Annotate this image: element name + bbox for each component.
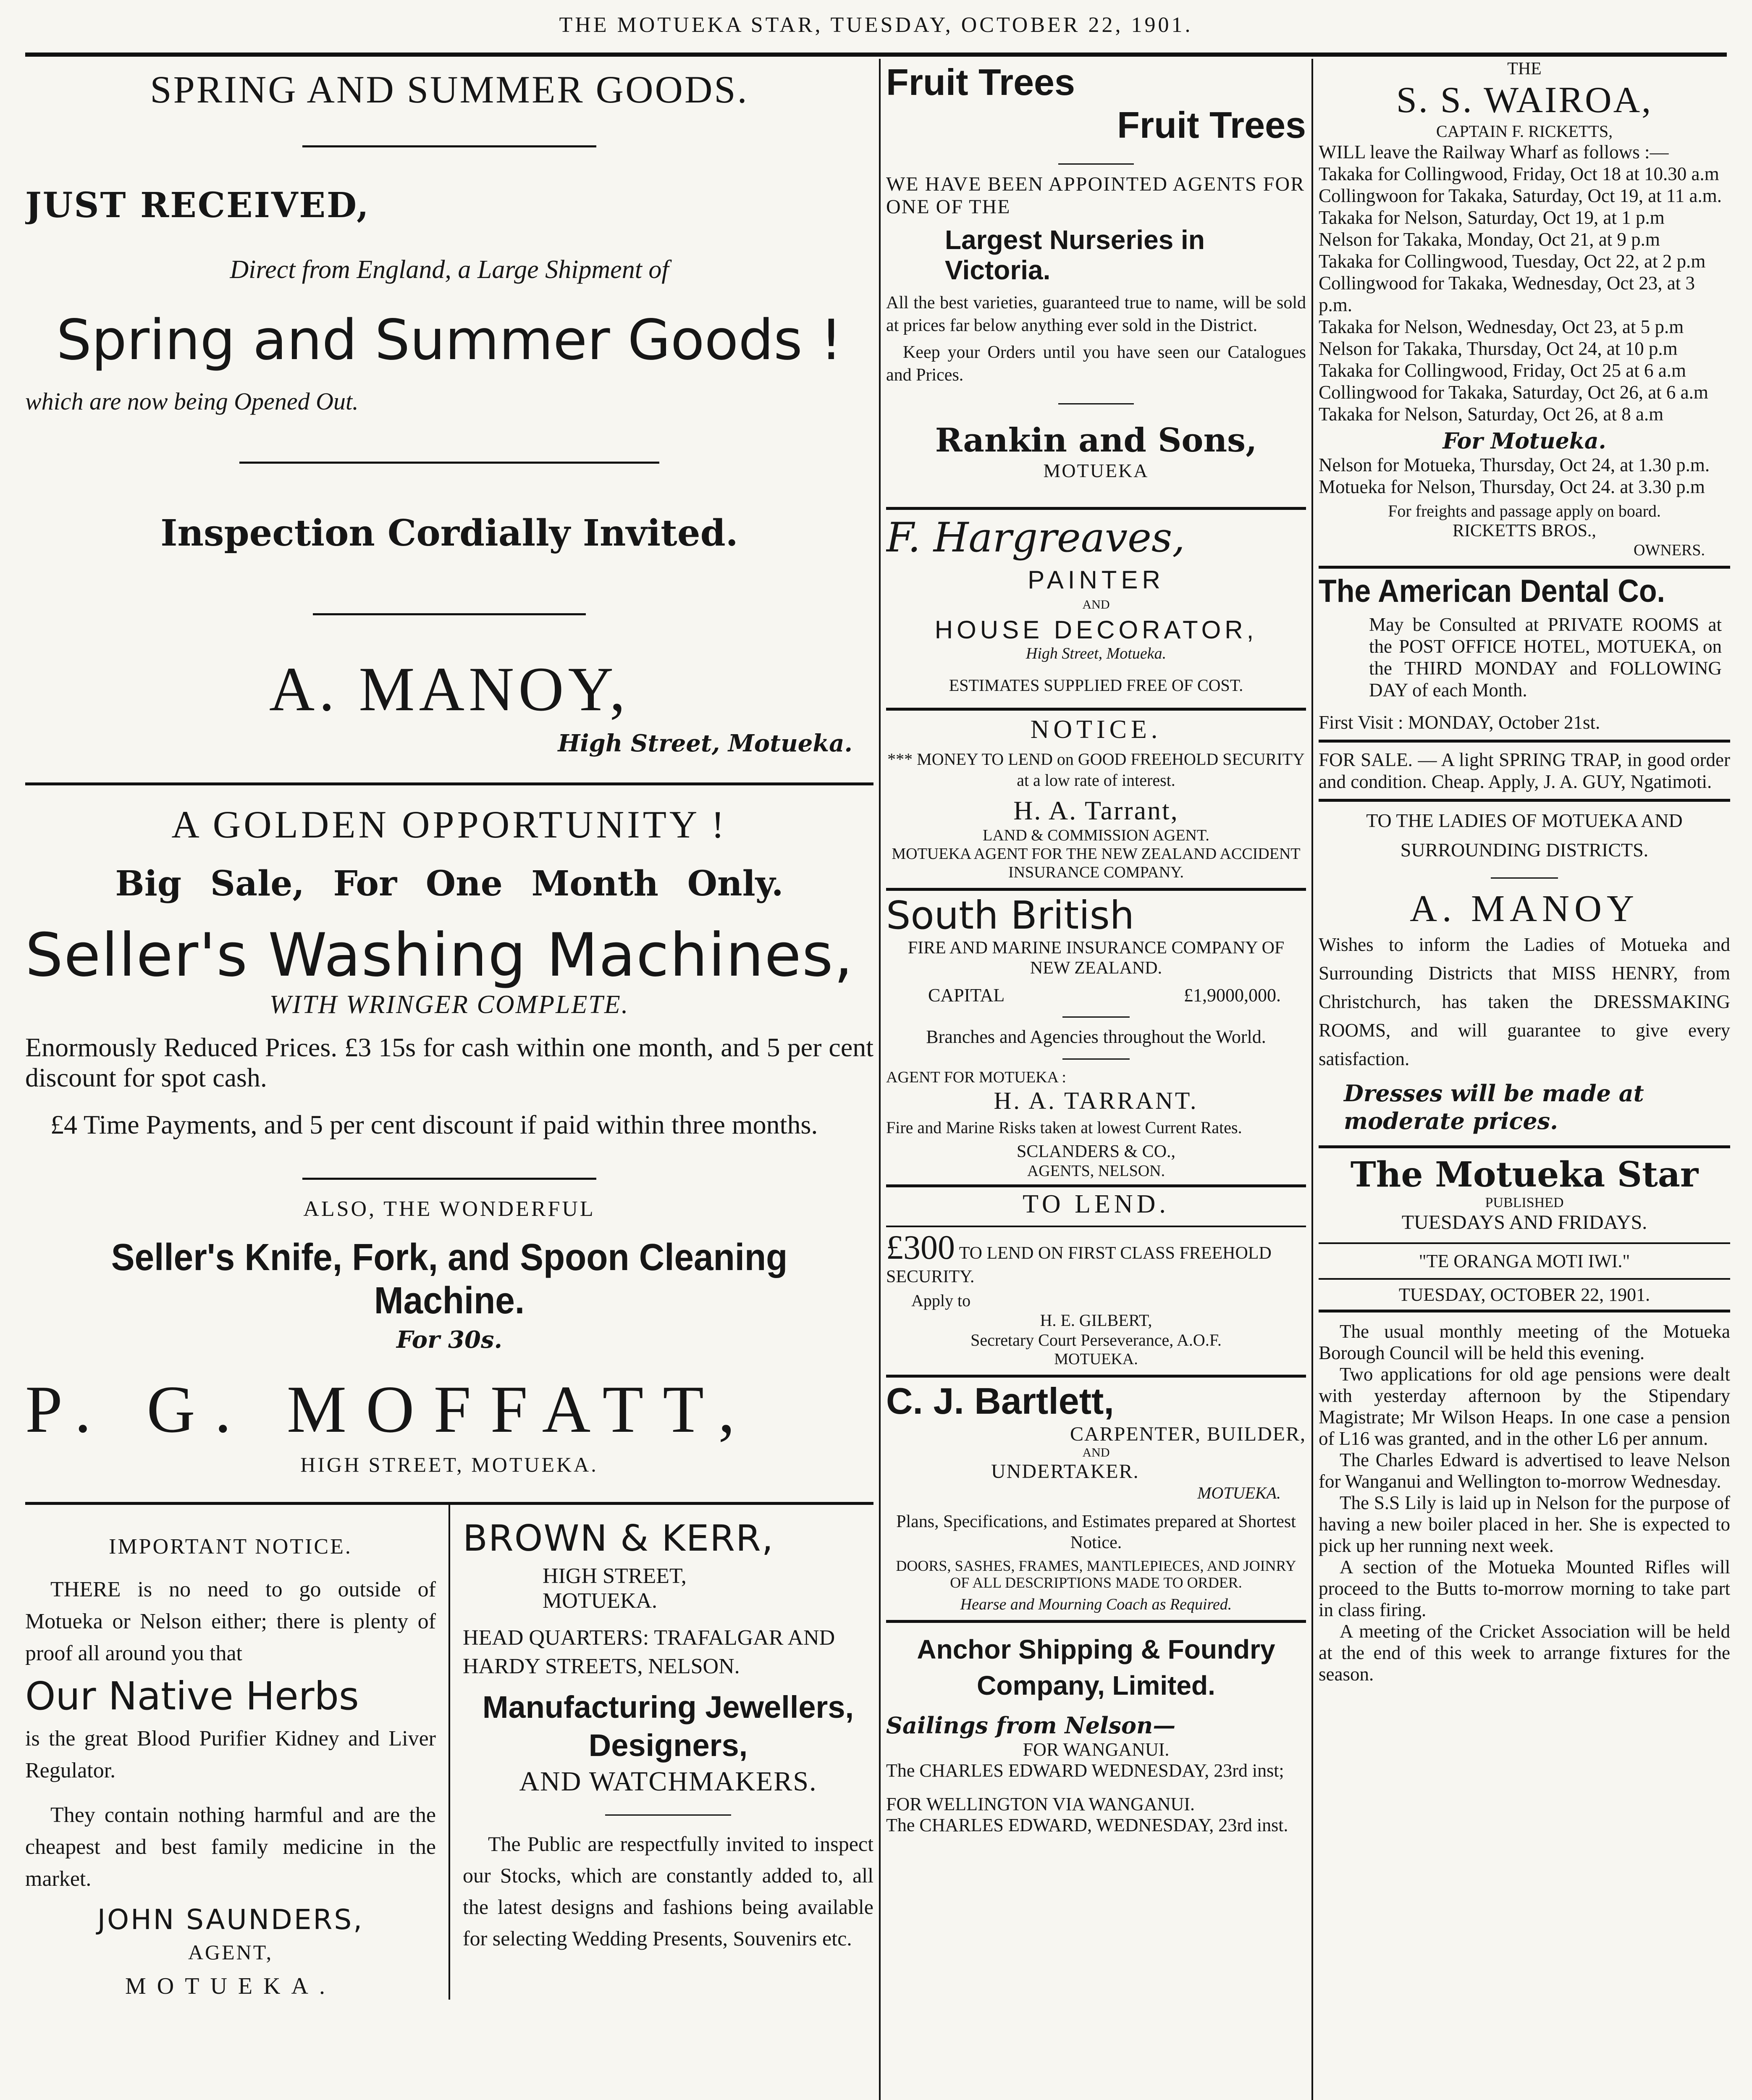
section-rule [886, 507, 1306, 510]
moffatt-address: HIGH STREET, MOTUEKA. [300, 1453, 598, 1476]
hargreaves-ad [886, 514, 1306, 695]
divider [239, 462, 659, 464]
gilbert-place: MOTUEKA. [1054, 1350, 1138, 1368]
saunders-role: AGENT, [188, 1940, 273, 1964]
schedule-item: Collingwood for Takaka, Saturday, Oct 26, at 6 a.m [1319, 382, 1708, 403]
hargreaves-address: High Street, Motueka. [1025, 645, 1167, 662]
sailing-2: The CHARLES EDWARD, WEDNESDAY, 23rd inst. [886, 1815, 1288, 1835]
section-rule [1319, 799, 1730, 802]
schedule-item: Takaka for Collingwood, Friday, Oct 18 at 10.30 a.m [1319, 163, 1719, 184]
hargreaves-name: F. Hargreaves, [886, 514, 1185, 561]
news-item: The usual monthly meeting of the Motueka Borough Council will be held this evening. [1319, 1321, 1730, 1363]
schedule-item: Takaka for Collingwood, Tuesday, Oct 22, at 2 p.m [1319, 251, 1706, 272]
wringer: WITH WRINGER COMPLETE. [269, 990, 629, 1019]
south-british-sub: FIRE AND MARINE INSURANCE COMPANY OF NEW ZEALAND. [907, 938, 1285, 978]
news-item: A meeting of the Cricket Association will be held at the end of this week to arrange fixtures for the season. [1319, 1621, 1730, 1685]
agent-label: AGENT FOR MOTUEKA : [886, 1068, 1066, 1086]
schedule-item: Nelson for Takaka, Thursday, Oct 24, at 10 p.m [1319, 338, 1678, 359]
undertaker: UNDERTAKER. [991, 1460, 1139, 1483]
tarrant-role: LAND & COMMISSION AGENT. [983, 827, 1209, 844]
schedule-item: Nelson for Takaka, Monday, Oct 21, at 9 p.m [1319, 229, 1660, 250]
section-rule [1319, 740, 1730, 743]
fruit-heading-1: Fruit Trees [886, 61, 1075, 103]
moffatt-ad [25, 802, 873, 1477]
divider [1058, 403, 1134, 404]
section-rule [1319, 566, 1730, 569]
direct-line: Direct from England, a Large Shipment of [230, 255, 669, 284]
wairoa-intro: WILL leave the Railway Wharf as follows :— [1319, 142, 1669, 163]
sclanders: SCLANDERS & CO., [1016, 1142, 1176, 1161]
moffatt-name: P. G. MOFFATT, [25, 1372, 755, 1446]
schedule-item: Takaka for Nelson, Saturday, Oct 26, at 8 a.m [1319, 404, 1664, 425]
manoy-spring-ad [25, 67, 873, 757]
lend-text [886, 1228, 1306, 1289]
watchmakers: AND WATCHMAKERS. [519, 1766, 817, 1797]
branches: Branches and Agencies throughout the World. [926, 1026, 1266, 1047]
spring-heading: SPRING AND SUMMER GOODS. [150, 68, 749, 111]
section-rule [1319, 1278, 1730, 1280]
knife-machine: Seller's Knife, Fork, and Spoon Cleaning Machine. [111, 1236, 788, 1322]
bartlett-name: C. J. Bartlett, [886, 1380, 1114, 1422]
section-rule [886, 888, 1306, 891]
doors: DOORS, SASHES, FRAMES, MANTLEPIECES, AND JOINRY OF ALL DESCRIPTIONS MADE TO ORDER. [896, 1557, 1296, 1591]
appointed: WE HAVE BEEN APPOINTED AGENTS FOR ONE OF THE [886, 173, 1305, 218]
wairoa-ad [1319, 59, 1730, 559]
notice-heading: NOTICE. [1030, 715, 1162, 744]
jewellers: Manufacturing Jewellers, [482, 1690, 854, 1725]
painter: PAINTER [1028, 566, 1165, 594]
section-rule [25, 1502, 873, 1505]
section-rule [1319, 1242, 1730, 1244]
ladies-text: Wishes to inform the Ladies of Motueka and Surrounding Districts that MISS HENRY, from Christchurch, has taken the DRESSMAKING ROOMS, and will guarantee to give every satisfaction. [1319, 934, 1730, 1069]
column-rule-1 [879, 59, 881, 2100]
masthead-rule [25, 52, 1727, 57]
anchor-name: Anchor Shipping & Foundry Company, Limited. [917, 1634, 1275, 1701]
column-2 [886, 59, 1306, 2100]
manoy-name-2: A. MANOY [1410, 888, 1639, 929]
divider [313, 613, 586, 615]
money-to-lend: *** MONEY TO LEND on GOOD FREEHOLD SECURITY at a low rate of interest. [887, 750, 1305, 790]
notice-heading: IMPORTANT NOTICE. [109, 1535, 352, 1559]
apply-to: Apply to [911, 1291, 971, 1310]
rankin-place: MOTUEKA [1043, 460, 1149, 481]
capital-value: £1,9000,000. [1184, 985, 1281, 1005]
divider [1062, 1016, 1130, 1018]
agent-name: H. A. TARRANT. [994, 1087, 1199, 1114]
gilbert-role: Secretary Court Perseverance, A.O.F. [970, 1331, 1222, 1349]
wairoa-schedule [1319, 163, 1730, 425]
saunders-place: MOTUEKA. [125, 1973, 336, 1999]
capital-row [886, 984, 1306, 1006]
divider [1062, 1058, 1130, 1060]
section-rule [886, 1620, 1306, 1623]
south-british-ad [886, 893, 1306, 1180]
bartlett-trade: CARPENTER, BUILDER, [1070, 1423, 1306, 1445]
bottom-ads-row [25, 1505, 873, 2000]
column-rule-2 [1311, 59, 1313, 2100]
house-decorator: HOUSE DECORATOR, [934, 616, 1258, 644]
motto: "TE ORANGA MOTI IWI." [1419, 1251, 1630, 1271]
for-wanganui: FOR WANGANUI. [1023, 1739, 1170, 1760]
days: TUESDAYS AND FRIDAYS. [1401, 1211, 1647, 1234]
for-motueka: For Motueka. [1443, 428, 1606, 454]
for-wellington: FOR WELLINGTON VIA WANGANUI. [886, 1794, 1195, 1814]
price-line-1: Enormously Reduced Prices. £3 15s for cash within one month, and 5 per cent discount for spot cash. [25, 1032, 873, 1092]
brown-hq: HEAD QUARTERS: TRAFALGAR AND HARDY STREETS, NELSON. [462, 1626, 835, 1678]
golden-heading: A GOLDEN OPPORTUNITY ! [171, 803, 727, 846]
anchor-ad [886, 1631, 1306, 1836]
section-rule [1319, 1145, 1730, 1148]
dental-name: The American Dental Co. [1319, 573, 1665, 609]
divider [1058, 163, 1134, 165]
divider [302, 1178, 596, 1180]
big-sale: Big Sale, For One Month Only. [115, 864, 784, 904]
saunders-text-2: is the great Blood Purifier Kidney and Liver Regulator. [25, 1727, 436, 1782]
divider [605, 1814, 731, 1816]
bartlett-ad [886, 1380, 1306, 1614]
brown-text: The Public are respectfully invited to inspect our Stocks, which are constantly added to, all the latest designs and fashions being available for selecting Wedding Presents, Souvenirs etc. [462, 1832, 873, 1950]
to-lend-ad [886, 1189, 1306, 1368]
tarrant-name: H. A. Tarrant, [1013, 795, 1179, 825]
designers: Designers, [588, 1728, 748, 1763]
column-3 [1319, 59, 1730, 2100]
manoy-address: High Street, Motueka. [558, 730, 852, 757]
for-price: For 30s. [396, 1326, 502, 1354]
news-item: The Charles Edward is advertised to leave Nelson for Wanganui and Wellington to-morrow Wednesday. [1319, 1449, 1730, 1492]
saunders-text-3: They contain nothing harmful and are the cheapest and best family medicine in the market. [25, 1803, 436, 1891]
saunders-ad [25, 1505, 448, 2000]
divider [302, 145, 596, 147]
schedule-item: Motueka for Nelson, Thursday, Oct 24. at 3.30 p.m [1319, 476, 1705, 497]
for-sale: FOR SALE. — A light SPRING TRAP, in good order and condition. Cheap. Apply, J. A. GUY, Ngatimoti. [1319, 749, 1730, 792]
inspection-line: Inspection Cordially Invited. [160, 512, 738, 554]
brown-street: HIGH STREET, [542, 1564, 687, 1588]
dresses: Dresses will be made at moderate prices. [1344, 1080, 1644, 1134]
news-item: Two applications for old age pensions were dealt with yesterday afternoon by the Stipendary Magistrate; Mr Wilson Heaps. In one case a pension of L16 was granted, and in the other L6 per annum. [1319, 1364, 1730, 1449]
schedule-item: Collingwood for Takaka, Wednesday, Oct 23, at 3 p.m. [1319, 273, 1695, 315]
gilbert-name: H. E. GILBERT, [1040, 1311, 1152, 1330]
schedule-item: Nelson for Motueka, Thursday, Oct 24, at 1.30 p.m. [1319, 454, 1710, 475]
tarrant-agent: MOTUEKA AGENT FOR THE NEW ZEALAND ACCIDENT INSURANCE COMPANY. [892, 845, 1301, 881]
ricketts: RICKETTS BROS., [1453, 521, 1596, 541]
tarrant-notice [886, 715, 1306, 882]
saunders-text-1: THERE is no need to go outside of Motueka or Nelson either; there is plenty of proof all around you that [25, 1578, 436, 1665]
bartlett-place: MOTUEKA. [1197, 1483, 1281, 1502]
schedule-item: Takaka for Collingwood, Friday, Oct 25 at 6 a.m [1319, 360, 1686, 381]
keep-orders: Keep your Orders until you have seen our Catalogues and Prices. [886, 343, 1306, 385]
and-word: AND [1082, 598, 1110, 612]
section-rule [886, 708, 1306, 711]
news-item: The S.S Lily is laid up in Nelson for the purpose of having a new boiler placed in her. She is expected to pick up her running next week. [1319, 1492, 1730, 1556]
owners: OWNERS. [1634, 541, 1705, 559]
washing-machines: Seller's Washing Machines, [25, 921, 854, 990]
star-name: The Motueka Star [1350, 1155, 1699, 1195]
brown-kerr-name: BROWN & KERR, [462, 1517, 774, 1559]
rankin-sons: Rankin and Sons, [935, 421, 1257, 459]
fruit-text: All the best varieties, guaranteed true to name, will be sold at prices far below anything ever sold in the District. [886, 293, 1306, 335]
and-word: AND [1082, 1446, 1110, 1460]
price-line-2: £4 Time Payments, and 5 per cent discount if paid within three months. [50, 1110, 818, 1139]
risks: Fire and Marine Risks taken at lowest Current Rates. [886, 1118, 1242, 1137]
sailings: Sailings from Nelson— [886, 1712, 1176, 1739]
schedule-item: Collingwoon for Takaka, Saturday, Oct 19, at 11 a.m. [1319, 185, 1722, 206]
brown-kerr-ad [450, 1505, 873, 2000]
to-lend-heading: TO LEND. [1023, 1190, 1170, 1218]
just-received: JUST RECEIVED, [25, 185, 370, 226]
sclanders-place: AGENTS, NELSON. [1027, 1162, 1165, 1180]
capital-label: CAPITAL [928, 985, 1005, 1005]
largest-nurseries: Largest Nurseries in Victoria. [945, 225, 1205, 285]
estimates: ESTIMATES SUPPLIED FREE OF COST. [949, 676, 1243, 695]
masthead: THE MOTUEKA STAR, TUESDAY, OCTOBER 22, 1901. [559, 13, 1193, 37]
star-date: TUESDAY, OCTOBER 22, 1901. [1398, 1284, 1650, 1305]
opened-line: which are now being Opened Out. [25, 388, 359, 415]
lend-amount: £300 [886, 1228, 955, 1266]
saunders-name: JOHN SAUNDERS, [97, 1903, 364, 1936]
motueka-schedule [1319, 454, 1730, 498]
column-1 [25, 59, 873, 2100]
south-british-name: South British [886, 893, 1134, 938]
native-herbs: Our Native Herbs [25, 1674, 359, 1719]
wairoa-captain: CAPTAIN F. RICKETTS, [1436, 122, 1613, 141]
wairoa-the: THE [1507, 59, 1542, 79]
also-line: ALSO, THE WONDERFUL [303, 1197, 595, 1221]
dental-text: May be Consulted at PRIVATE ROOMS at the POST OFFICE HOTEL, MOTUEKA, on the THIRD MONDAY and FOLLOWING DAY of each Month. [1369, 614, 1722, 701]
schedule-item: Takaka for Nelson, Wednesday, Oct 23, at 5 p.m [1319, 316, 1684, 337]
schedule-item: Takaka for Nelson, Saturday, Oct 19, at 1 p.m [1319, 207, 1665, 228]
wairoa-ship: S. S. WAIROA, [1396, 80, 1653, 121]
ladies-heading: TO THE LADIES OF MOTUEKA AND SURROUNDING DISTRICTS. [1366, 810, 1683, 861]
divider [1491, 877, 1558, 879]
section-rule [886, 1226, 1306, 1227]
sailing-1: The CHARLES EDWARD WEDNESDAY, 23rd inst; [886, 1760, 1284, 1781]
section-rule [886, 1184, 1306, 1187]
fruit-heading-2: Fruit Trees [1117, 104, 1306, 146]
section-rule [25, 782, 873, 785]
section-rule [1319, 1310, 1730, 1312]
star-masthead [1319, 1155, 1730, 1312]
section-rule [886, 1375, 1306, 1378]
news-column [1319, 1321, 1730, 1685]
dental-ad [1319, 573, 1730, 733]
hearse: Hearse and Mourning Coach as Required. [960, 1596, 1232, 1613]
published: PUBLISHED [1485, 1195, 1564, 1210]
manoy-name: A. MANOY, [269, 654, 630, 724]
news-item: A section of the Motueka Mounted Rifles will proceed to the Butts to-morrow morning to take part in class firing. [1319, 1557, 1730, 1620]
fruit-trees-ad [886, 61, 1306, 482]
plans: Plans, Specifications, and Estimates prepared at Shortest Notice. [896, 1512, 1296, 1552]
freights: For freights and passage apply on board. [1388, 501, 1661, 520]
spring-title: Spring and Summer Goods ! [56, 308, 842, 373]
lend-terms: TO LEND ON FIRST CLASS FREEHOLD SECURITY. [886, 1244, 1272, 1286]
first-visit: First Visit : MONDAY, October 21st. [1319, 712, 1600, 733]
manoy-ladies-ad [1319, 806, 1730, 1135]
brown-town: MOTUEKA. [542, 1589, 657, 1613]
